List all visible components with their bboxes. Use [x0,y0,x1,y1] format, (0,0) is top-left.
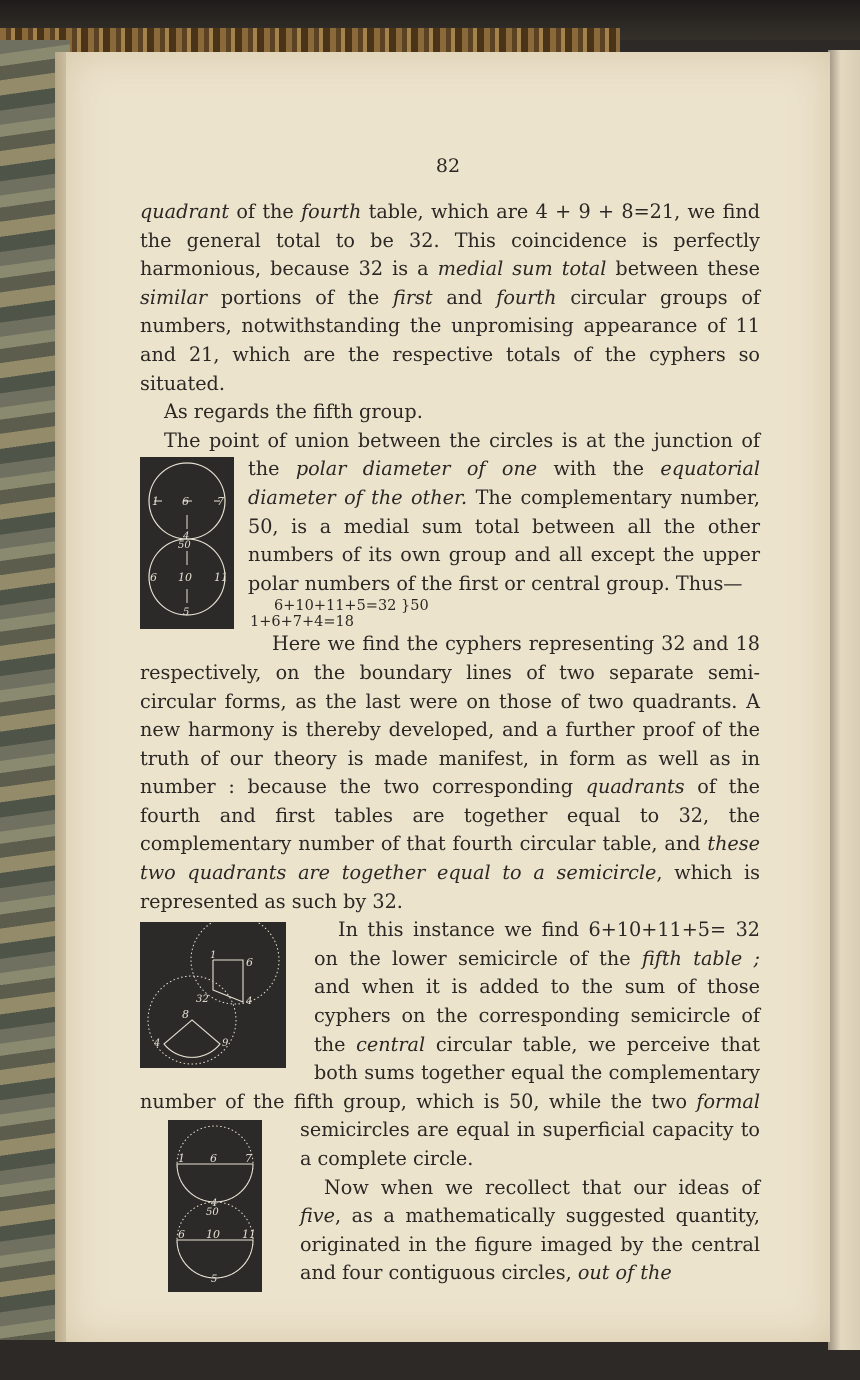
fig2-label: 4 [246,996,253,1008]
paragraph-5: 1 6 32 4 8 4 9 In this instance we find 6+10+11+5= 32 on the lower semicircle of the fifth table ; and when it is added to the sum of those cyphers on the corresponding semicircle of the central circular table, we perceive that both sums together equal the complementary number of the fifth group, which is 50, while the two 1 6 7 4 50 6 10 11 5 formal semicircles are equal in superficial capacity to a complete circle. [140,916,760,1173]
fig2-label: 1 [210,950,217,962]
page-body [140,198,760,1298]
fig2-label: 9 [222,1038,229,1050]
fig2-label: 6 [246,956,253,970]
fig1-label: 11 [214,571,228,585]
paragraph-2: As regards the fifth group. [164,400,423,424]
fig3-label: 4 [211,1198,218,1210]
fig3-label: 6 [210,1152,217,1166]
fig1-label: 1 [152,495,159,509]
fig1-label: 50 [178,540,191,552]
fig3-label: 6 [178,1228,185,1242]
facing-page-edge [828,50,860,1350]
fig2-label: 4 [154,1038,161,1050]
fig1-label: 4 [183,531,190,543]
fig1-label: 6 [182,495,189,509]
fig3-label: 1 [178,1152,185,1166]
fig3-label: 10 [206,1228,220,1242]
fig2-label: 8 [182,1008,189,1022]
figure-two-circles [140,457,234,629]
paragraph-4: Here we find the cyphers representing 32 and 18 respectively, on the boundary lines of two separate semi-circular forms, as the last were on those of two quadrants. A new harmony is thereby developed, and a further proof of the truth of our theory is made manifest, in form as well as in number : because the two corresponding quadrants of the fourth and first tables are together equal to 32, the complementary number of that fourth circular table, and these two quadrants are together equal to a semicircle, which is represented as such by 32. [140,632,760,913]
fig3-label: 5 [211,1274,218,1286]
paragraph-6: Now when we recollect that our ideas of five, as a mathematically suggested quantity, originated in the figure imaged by the central and four contiguous circles, out of the [300,1175,760,1285]
equation: 6+10+11+5=32 }50 1+6+7+4=18 [250,598,429,631]
figure-quadrant-sector [140,922,286,1068]
fig3-label: 7 [245,1152,252,1166]
fig1-label: 7 [217,495,224,509]
paragraph-3: The point of union between the circles is at the junction of the polar diameter of one with the 1 6 7 4 50 6 10 11 5 equatorial diameter of the other. The complementary number, 50, is a medial sum total between all the other numbers of its own group and all except the upper polar numbers of the first or central group. Thus— 6+10+11+5=32 }50 1+6+7+4=18 [140,427,760,631]
fig3-label: 11 [242,1228,256,1242]
figure-semicircles [168,1120,262,1292]
fig3-label: 50 [206,1207,219,1219]
fig1-label: 6 [150,571,157,585]
fig2-label: 32 [196,994,209,1006]
page-number: 82 [435,155,461,177]
fig1-label: 10 [178,571,192,585]
fig1-label: 5 [183,607,190,619]
paragraph-1: quadrant of the fourth table, which are 4 + 9 + 8=21, we find the general total to be 32. This coincidence is perfectly harmonious, because 32 is a medial sum total between these similar portions of the first and fourth circular groups of numbers, notwithstanding the unpromising appearance of 11 and 21, which are the respective totals of the cyphers so situated. [140,200,761,395]
